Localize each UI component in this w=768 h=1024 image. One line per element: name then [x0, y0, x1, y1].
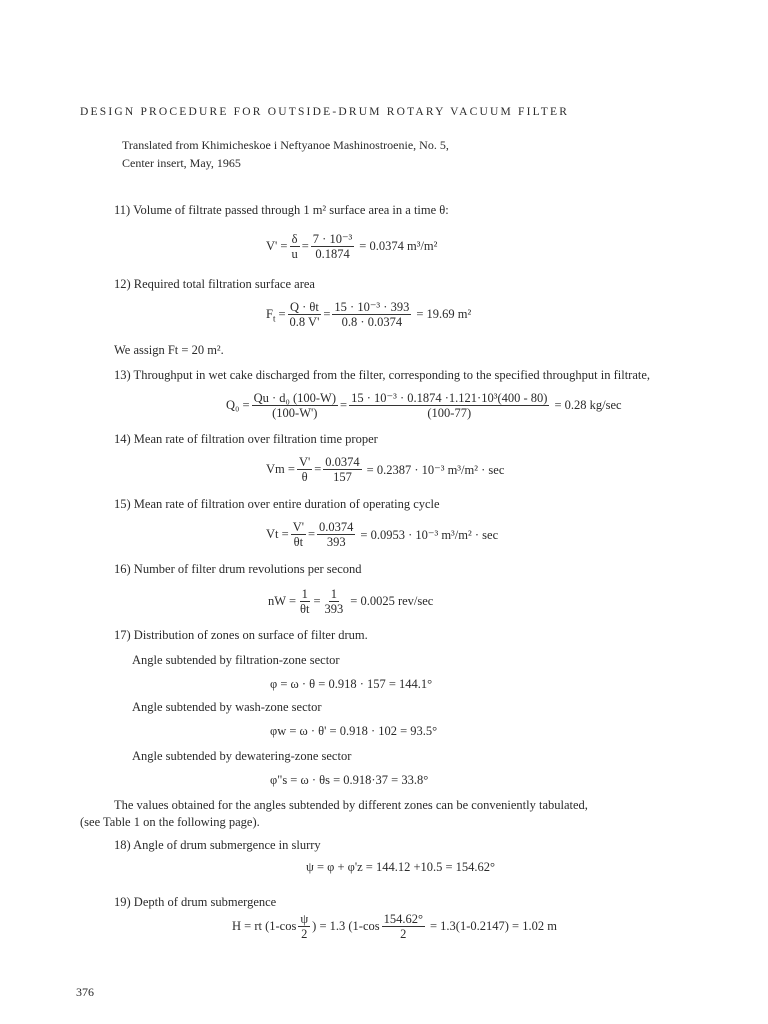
- page-title: DESIGN PROCEDURE FOR OUTSIDE-DRUM ROTARY VACUUM FILTER: [80, 106, 570, 118]
- angle-3-equation: φ"s = ω · θs = 0.918·37 = 33.8°: [270, 773, 429, 787]
- angle-2-equation: φw = ω · θ' = 0.918 · 102 = 93.5°: [270, 724, 438, 738]
- eq11-result: = 0.0374 m³/m²: [359, 239, 438, 254]
- equation-19: H = rt (1-cos $\frac{\psi}{2}$ ) = 1.3 (1-cos $\frac{154.62^\circ}{2}$ = 1.3(1-0.2147) = 1.02 m: [232, 912, 557, 942]
- eq15-fraction-1: $\frac{V'}{\theta t}$: [292, 520, 304, 550]
- section-11-heading: 11) Volume of filtrate passed through 1 m² surface area in a time θ:: [114, 203, 449, 217]
- equation-12: $F_t$ = $\frac{Q \cdot \theta t}{0.8 V'}$ = $\frac{\text{15 · 10⁻³ · 393}}{0.8 \cdot 0.0374}$ = 19.69 m²: [266, 300, 472, 330]
- eq19-result: = 1.3(1-0.2147) = 1.02 m: [429, 919, 557, 934]
- eq16-fraction-1: $\frac{1}{\theta t}$: [300, 587, 310, 617]
- eq11-fraction-1: $\frac{\delta}{u}$: [291, 232, 298, 262]
- eq12-result: = 19.69 m²: [416, 307, 472, 322]
- section-12-heading: 12) Required total filtration surface area: [114, 277, 315, 291]
- section-17-heading: 17) Distribution of zones on surface of filter drum.: [114, 628, 368, 642]
- section-15-heading: 15) Mean rate of filtration over entire duration of operating cycle: [114, 497, 440, 511]
- section-19-heading: 19) Depth of drum submergence: [114, 895, 277, 909]
- eq13-lhs: Q₀ =: [226, 398, 250, 413]
- eq14-fraction-1: $\frac{V'}{\theta}$: [298, 455, 311, 485]
- section-18-heading: 18) Angle of drum submergence in slurry: [114, 838, 321, 852]
- eq14-fraction-2: $\frac{0.0374}{157}$: [325, 455, 360, 485]
- eq15-result: = 0.0953 · 10⁻³ m³/m² · sec: [360, 527, 499, 542]
- eq13-result: = 0.28 kg/sec: [554, 398, 622, 413]
- eq13-fraction-1: $\frac{\text{Qu · d₀ (100-W)}}{(100-W')}$: [253, 391, 337, 421]
- eq16-lhs: nW =: [268, 594, 296, 609]
- section-13-heading: 13) Throughput in wet cake discharged from the filter, corresponding to the specified throughput in filtrate,: [114, 368, 651, 382]
- section-16-heading: 16) Number of filter drum revolutions per second: [114, 562, 362, 576]
- page-number: 376: [76, 985, 94, 999]
- equation-11: V' = $\frac{\delta}{u}$ = $\frac{\text{7 · 10⁻³}}{0.1874}$ = 0.0374 m³/m²: [266, 232, 438, 262]
- equation-18: ψ = φ + φ'z = 144.12 +10.5 = 154.62°: [306, 860, 496, 874]
- eq19-fraction-1: $\frac{\psi}{2}$: [300, 912, 309, 942]
- equation-16: nW = $\frac{1}{\theta t}$ = $\frac{1}{393}$ = 0.0025 rev/sec: [268, 587, 434, 617]
- eq15-lhs: Vt =: [266, 527, 289, 542]
- eq11-lhs: V' =: [266, 239, 288, 254]
- eq19-lhs: H = rt (1-cos: [232, 919, 297, 934]
- eq11-fraction-2: $\frac{\text{7 · 10⁻³}}{0.1874}$: [312, 232, 353, 262]
- angle-1-label: Angle subtended by filtration-zone sector: [132, 653, 340, 667]
- source-line-2: Center insert, May, 1965: [122, 156, 241, 170]
- assign-text: We assign Ft = 20 m².: [114, 343, 224, 357]
- angle-3-label: Angle subtended by dewatering-zone sector: [132, 749, 352, 763]
- eq14-lhs: Vm =: [266, 462, 295, 477]
- eq12-fraction-2: $\frac{\text{15 · 10⁻³ · 393}}{0.8 \cdot 0.0374}$: [334, 300, 410, 330]
- eq16-fraction-2: $\frac{1}{393}$: [324, 587, 344, 617]
- angle-1-equation: φ = ω · θ = 0.918 · 157 = 144.1°: [270, 677, 433, 691]
- eq15-fraction-2: $\frac{0.0374}{393}$: [319, 520, 354, 550]
- eq12-lhs: $F_t$: [266, 307, 276, 324]
- tabulation-note-2: (see Table 1 on the following page).: [80, 815, 260, 829]
- section-14-heading: 14) Mean rate of filtration over filtration time proper: [114, 432, 378, 446]
- equation-15: Vt = $\frac{V'}{\theta t}$ = $\frac{0.0374}{393}$ = 0.0953 · 10⁻³ m³/m² · sec: [266, 520, 499, 550]
- tabulation-note-1: The values obtained for the angles subtended by different zones can be conveniently tabulated,: [114, 798, 588, 812]
- source-line-1: Translated from Khimicheskoe i Neftyanoe Mashinostroenie, No. 5,: [122, 138, 449, 152]
- eq12-fraction-1: $\frac{Q \cdot \theta t}{0.8 V'}$: [289, 300, 320, 330]
- eq16-result: = 0.0025 rev/sec: [350, 594, 434, 609]
- eq19-fraction-2: $\frac{154.62^\circ}{2}$: [383, 912, 423, 942]
- angle-2-label: Angle subtended by wash-zone sector: [132, 700, 322, 714]
- equation-13: Q₀ = $\frac{\text{Qu · d₀ (100-W)}}{(100-W')}$ = $\frac{\text{15 · 10⁻³ · 0.1874 ·1.121·10³(400 - 80)}}{(100-77)}$ = 0.28 kg/sec: [226, 391, 622, 421]
- eq14-result: = 0.2387 · 10⁻³ m³/m² · sec: [366, 462, 505, 477]
- equation-14: Vm = $\frac{V'}{\theta}$ = $\frac{0.0374}{157}$ = 0.2387 · 10⁻³ m³/m² · sec: [266, 455, 505, 485]
- eq13-fraction-2: $\frac{\text{15 · 10⁻³ · 0.1874 ·1.121·10³(400 - 80)}}{(100-77)}$: [351, 391, 548, 421]
